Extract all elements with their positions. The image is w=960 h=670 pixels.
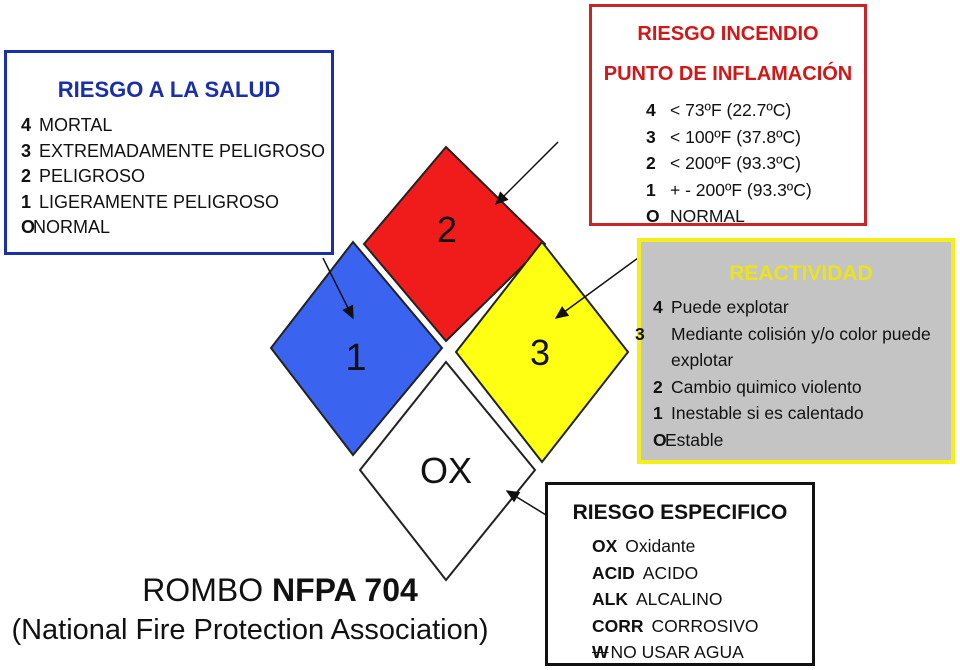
specific-legend-box: [545, 482, 815, 666]
specific-item: W NO USAR AGUA: [592, 642, 744, 662]
reactivity-legend-box: [637, 238, 955, 464]
specific-list: [548, 533, 812, 666]
fire-title-line2: PUNTO DE INFLAMACIÓN: [603, 63, 853, 85]
health-list: [7, 113, 331, 241]
health-value: 1: [345, 337, 367, 379]
fire-list: [592, 97, 864, 230]
reactivity-item: 2 Cambio quimico violento: [653, 376, 862, 397]
reactivity-item: OEstable: [653, 429, 724, 450]
caption: [0, 572, 500, 652]
reactivity-title: REACTIVIDAD: [729, 262, 873, 285]
health-item: 2 PELIGROSO: [21, 166, 146, 186]
fire-arrow: [496, 142, 558, 204]
reactivity-item: 3 Mediante colisión y/o color puede explotar: [635, 323, 931, 370]
reactivity-list: [635, 294, 951, 453]
specific-item: OX Oxidante: [592, 536, 696, 556]
fire-legend-box: [589, 4, 867, 226]
specific-item: ACID ACIDO: [592, 562, 699, 583]
reactivity-item: 4 Puede explotar: [653, 297, 789, 317]
specific-item: ALK ALCALINO: [592, 589, 723, 609]
specific-item: CORR CORROSIVO: [592, 615, 759, 636]
fire-value: 2: [436, 209, 458, 250]
fire-title-line1: RIESGO INCENDIO: [637, 23, 819, 45]
specific-arrow: [507, 491, 546, 515]
reactivity-item: 1 Inestable si es calentado: [653, 403, 864, 423]
caption-title: ROMBO NFPA 704: [142, 572, 418, 608]
health-legend-box: [4, 50, 334, 255]
reactivity-value: 3: [529, 332, 551, 373]
fire-item: 3 < 100ºF (37.8ºC): [646, 126, 801, 147]
specific-title: RIESGO ESPECIFICO: [572, 501, 788, 524]
fire-item: 1 + - 200ºF (93.3ºC): [646, 179, 812, 200]
health-item: 3 EXTREMADAMENTE PELIGROSO: [21, 140, 326, 161]
fire-item: 2 < 200ºF (93.3ºC): [646, 153, 801, 173]
health-item: 4 MORTAL: [21, 115, 113, 135]
health-item: 1 LIGERAMENTE PELIGROSO: [21, 191, 280, 212]
fire-item: 4 < 73ºF (22.7ºC): [646, 100, 792, 120]
fire-item: O NORMAL: [646, 206, 745, 226]
health-title: RIESGO A LA SALUD: [57, 77, 281, 102]
specific-value: OX: [419, 450, 473, 491]
health-item: ONORMAL: [21, 217, 111, 237]
caption-subtitle: (National Fire Protection Association): [11, 614, 489, 646]
